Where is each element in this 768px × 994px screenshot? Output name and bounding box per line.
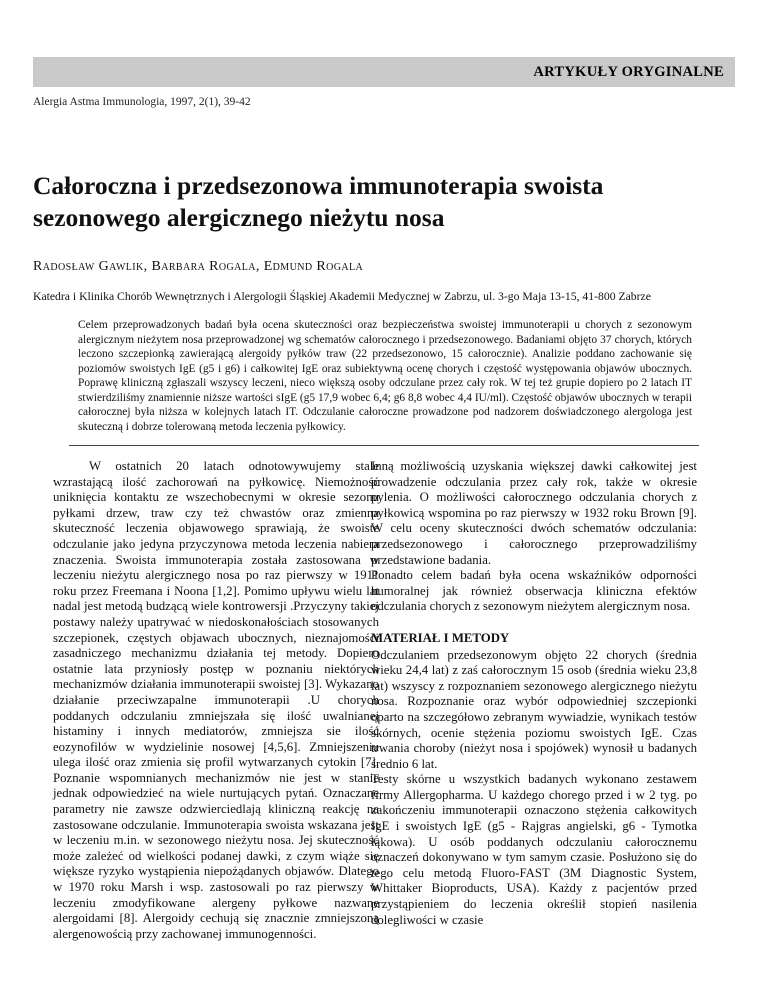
article-authors: Radosław Gawlik, Barbara Rogala, Edmund Rogala xyxy=(33,259,364,274)
paragraph: Ponadto celem badań była ocena wskaźników odporności humoralnej jak również obserwacja kliniczna efektów odczulania chorych z sezonowym nieżytem alergicznym nosa. xyxy=(371,568,697,614)
section-heading-methods: MATERIAŁ I METODY xyxy=(371,630,510,645)
paragraph: Inną możliwością uzyskania większej dawki całkowitej jest prowadzenie odczulania przez cały rok, także w okresie pylenia. O możliwości całorocznego odczulania chorych z pyłkowicą wspomina po raz pierwszy w 1932 roku Brown [9]. W celu oceny skuteczności dwóch schematów odczulania: przedsezonowego i całorocznego przeprowadziliśmy przedstawione badania. xyxy=(371,459,697,567)
body-column-left xyxy=(53,459,379,942)
abstract: Celem przeprowadzonych badań była ocena skuteczności oraz bezpieczeństwa swoistej immunoterapii u chorych z sezonowym alergicznym nieżytem nosa przeprowadzonej wg schematów całorocznego i przedsezonowego. Badaniami objęto 37 chorych, których leczono szczepionką zawierającą alergoidy pyłków traw (22 przedsezonowo, 15 całorocznie). Analizie poddano zachowanie się poziomów swoistych IgE (g5 i g6) i całkowitej IgE oraz subiektywną ocenę chorych i częstość występowania objawów ubocznych. Poprawę kliniczną zgłaszali wszyscy leczeni, nieco większą osoby odczulane przez cały rok. W tej też grupie dopiero po 2 latach IT stwierdziliśmy znamiennie niższe wartości sIgE (g5 17,9 wobec 6,4; g6 8,8 wobec 4,4 IU/ml). Częstość objawów ubocznych w terapii całorocznej była niższa w kolejnych latach IT. Odczulanie całoroczne prowadzone pod nadzorem doświadczonego alergologa jest skuteczną i dobrze tolerowaną metoda leczenia pyłkowicy. xyxy=(78,319,692,433)
author-affiliation: Katedra i Klinika Chorób Wewnętrznych i Alergologii Śląskiej Akademii Medycznej w Zabrzu, ul. 3-go Maja 13-15, 41-800 Zabrze xyxy=(33,290,651,303)
body-column-right xyxy=(371,459,697,928)
section-banner xyxy=(33,57,735,87)
introduction-paragraph: W ostatnich 20 latach odnotowywujemy stale wzrastającą ilość zachorowań na pyłkowicę. Niemożność uniknięcia kontaktu ze wszechobecnymi w okresie sezonu pyłkami drzew, traw czy też chwastów oraz zmienna skuteczność leczenia objawowego sprawiają, że swoiste odczulanie jako jedyna przyczynowa metoda leczenia nabiera znaczenia. Swoista immunoterapia została zastosowana w leczeniu nieżytu alergicznego nosa po raz pierwszy w 1911 roku przez Freemana i Noona [1,2]. Pomimo upływu wielu lat nadal jest metodą budzącą wiele kontrowersji .Przyczyny takiej postawy należy upatrywać w niedoskonałościach stosowanych szczepionek, częstych objawach ubocznych, nieznajomości zasadniczego mechanizmu działania tej metody. Dopiero ostatnie lata przyniosły postęp w poznaniu niektórych mechanizmów działania immunoterapii swoistej [3]. Wykazano działanie przeciwzapalne immunoterapii .U chorych poddanych odczulaniu zmniejszała się ilość uwalnianej histaminy i innych mediatorów, zmniejsza sie ilość eozynofilów w wydzielinie nosowej [4,5,6]. Zmniejszeniu ulega ilość oraz zmienia się profil wytwarzanych cytokin [7]. Poznanie wspomnianych mechanizmów nie jest w stanie jednak odpowiedzieć na wiele nurtujących pytań. Oznaczane parametry nie zawsze odzwierciedlają kliniczną reakcję na zastosowane odczulanie. Immunoterapia swoista wskazana jest w leczeniu m.in. w sezonowego nieżytu nosa. Jej skuteczność może zależeć od wielkości podanej dawki, z czym wiąże się większe ryzyko wystąpienia niepożądanych objawów. Dlatego w 1970 roku Marsh i wsp. zastosowali po raz pierwszy w leczeniu zmodyfikowane alergeny pyłkowe nazwane alergoidami [8]. Alergoidy cechują się znacznie zmniejszoną alergenowością przy zachowanej immunogenności. xyxy=(53,459,379,941)
journal-citation: Alergia Astma Immunologia, 1997, 2(1), 39-42 xyxy=(33,96,251,108)
paragraph: Testy skórne u wszystkich badanych wykonano zestawem firmy Allergopharma. U każdego chorego przed i w 2 tyg. po zakończeniu immunoterapii oznaczono stężenia całkowitych IgE i swoistych IgE (g5 - Rajgras angielski, g6 - Tymotka łąkowa). U osób poddanych odczulaniu całorocznemu oznaczeń dokonywano w tym samym czasie. Posłużono się do tego celu metodą Fluoro-FAST (3M Diagnostic System, Whittaker Bioproducts, USA). Każdy z pacjentów przed przystąpieniem do leczenia określił stopień nasilenia dolegliwości w czasie xyxy=(371,772,697,927)
article-title: Całoroczna i przedsezonowa immunoterapia swoista sezonowego alergicznego nieżytu nosa xyxy=(33,171,604,232)
section-label: ARTYKUŁY ORYGINALNE xyxy=(533,64,724,80)
paragraph: Odczulaniem przedsezonowym objęto 22 chorych (średnia wieku 24,4 lat) z zaś całorocznym 15 osob (średnia wieku 23,8 lat) wszyscy z rozpoznaniem sezonowego alergicznego nieżytu nosa. Rozpoznanie oraz wybór odpowiedniej szczepionki oparto na szczegółowo zebranym wywiadzie, wynikach testów skórnych, ocenie stężenia poziomu swoistych IgE. Czas trwania choroby (nieżyt nosa i spojówek) wynosił u badanych średnio 6 lat. xyxy=(371,647,697,771)
abstract-divider xyxy=(69,445,699,446)
